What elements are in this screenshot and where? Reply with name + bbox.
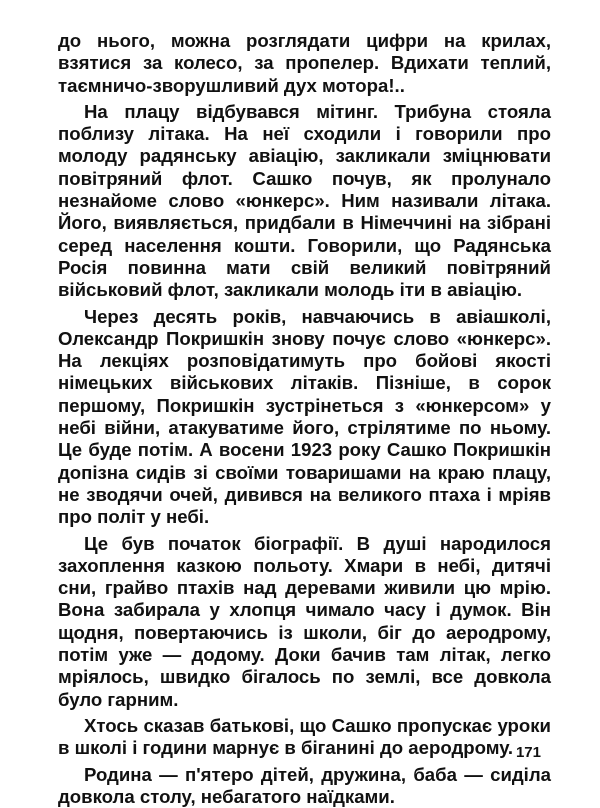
paragraph-ten-years-later: Через десять років, навчаючись в авіашколі, Олександр Покришкін знову почує слово «юнкерс». На лекціях розповідатимуть про бойові якості німецьких військових літаків. Пізніше, в сорок першому, Покришкін зустрінеться з «юнкерсом» у небі війни, атакуватиме його, стрілятиме по ньому. Це буде потім. А восени 1923 року Сашко Покришкін допізна сидів зі своїми товаришами на краю плацу, не зводячи очей, дивився на великого птаха і мріяв про політ у небі. (58, 306, 551, 529)
paragraph-biography-start: Це був початок біографії. В душі народилося захоплення казкою польоту. Хмари в небі, дитячі сни, грайво птахів над деревами живили цю мрію. Вона забирала у хлопця чимало часу і думок. Він щодня, повертаючись із школи, біг до аеродрому, потім уже — додому. Доки бачив там літак, легко мріялось, швидко бігалось по землі, все довкола було гарним. (58, 533, 551, 711)
paragraph-father-told: Хтось сказав батькові, що Сашко пропускає уроки в школі і години марнує в біганині до аеродрому. (58, 715, 551, 760)
book-page (58, 30, 551, 755)
page-number: 171 (516, 744, 541, 761)
paragraph-rally: На плацу відбувався мітинг. Трибуна стояла поблизу літака. На неї сходили і говорили про молоду радянську авіацію, закликали зміцнювати повітряний флот. Сашко почув, як пролунало незнайоме слово «юнкерс». Ним називали літака. Його, виявляється, придбали в Німеччині на зібрані серед населення кошти. Говорили, що Радянська Росія повинна мати свій великий повітряний військовий флот, закликали молодь іти в авіацію. (58, 101, 551, 302)
paragraph-family-table: Родина — п'ятеро дітей, дружина, баба — сиділа довкола столу, небагатого наїдками. (58, 764, 551, 808)
paragraph-continuation: до нього, можна розглядати цифри на крилах, взятися за колесо, за пропелер. Вдихати теплий, таємничо-зворушливий дух мотора!.. (58, 30, 551, 97)
